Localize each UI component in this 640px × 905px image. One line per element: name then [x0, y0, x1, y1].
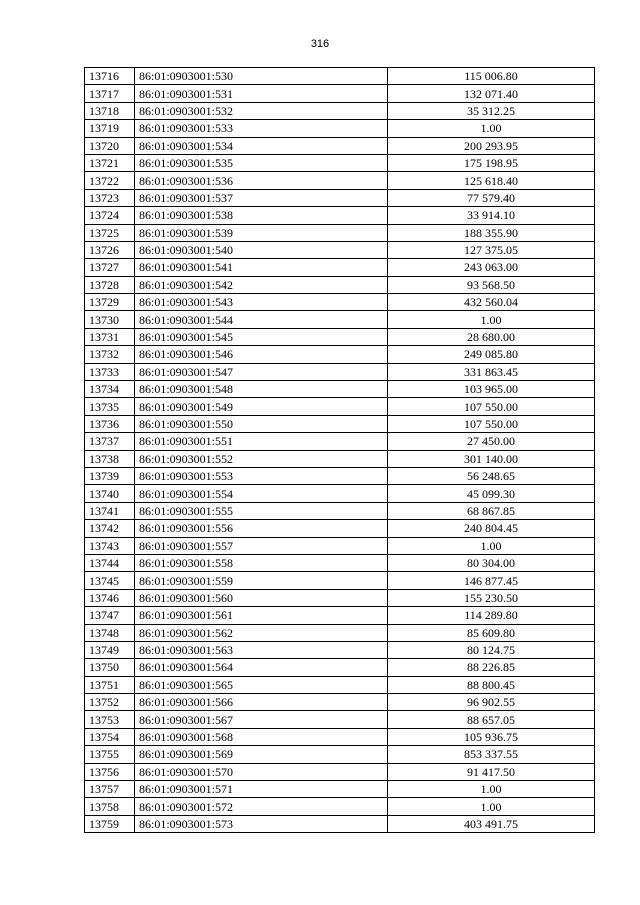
- row-number-cell: 13731: [85, 328, 135, 345]
- row-number-cell: 13751: [85, 676, 135, 693]
- table-row: [85, 450, 595, 467]
- cadastral-number-cell: 86:01:0903001:535: [135, 154, 388, 171]
- row-number-cell: 13744: [85, 554, 135, 571]
- row-number-cell: 13722: [85, 172, 135, 189]
- row-number-cell: 13758: [85, 798, 135, 815]
- value-cell: 85 609.80: [388, 624, 595, 641]
- value-cell: 77 579.40: [388, 189, 595, 206]
- row-number-cell: 13741: [85, 502, 135, 519]
- row-number-cell: 13719: [85, 120, 135, 137]
- row-number-cell: 13721: [85, 154, 135, 171]
- page-number: 316: [310, 38, 330, 50]
- cadastral-number-cell: 86:01:0903001:570: [135, 763, 388, 780]
- row-number-cell: 13753: [85, 711, 135, 728]
- registry-table: [84, 67, 595, 833]
- row-number-cell: 13755: [85, 746, 135, 763]
- row-number-cell: 13757: [85, 781, 135, 798]
- value-cell: 27 450.00: [388, 433, 595, 450]
- cadastral-number-cell: 86:01:0903001:549: [135, 398, 388, 415]
- cadastral-number-cell: 86:01:0903001:573: [135, 815, 388, 832]
- cadastral-number-cell: 86:01:0903001:564: [135, 659, 388, 676]
- cadastral-number-cell: 86:01:0903001:552: [135, 450, 388, 467]
- table-row: [85, 189, 595, 206]
- table-row: [85, 241, 595, 258]
- value-cell: 175 198.95: [388, 154, 595, 171]
- cadastral-number-cell: 86:01:0903001:555: [135, 502, 388, 519]
- value-cell: 45 099.30: [388, 485, 595, 502]
- cadastral-number-cell: 86:01:0903001:544: [135, 311, 388, 328]
- value-cell: 96 902.55: [388, 694, 595, 711]
- value-cell: 432 560.04: [388, 294, 595, 311]
- value-cell: 249 085.80: [388, 346, 595, 363]
- row-number-cell: 13748: [85, 624, 135, 641]
- row-number-cell: 13720: [85, 137, 135, 154]
- row-number-cell: 13735: [85, 398, 135, 415]
- cadastral-number-cell: 86:01:0903001:553: [135, 467, 388, 484]
- cadastral-number-cell: 86:01:0903001:554: [135, 485, 388, 502]
- value-cell: 28 680.00: [388, 328, 595, 345]
- cadastral-number-cell: 86:01:0903001:530: [135, 68, 388, 85]
- cadastral-number-cell: 86:01:0903001:566: [135, 694, 388, 711]
- cadastral-number-cell: 86:01:0903001:542: [135, 276, 388, 293]
- row-number-cell: 13743: [85, 537, 135, 554]
- cadastral-number-cell: 86:01:0903001:548: [135, 381, 388, 398]
- table-row: [85, 798, 595, 815]
- table-row: [85, 85, 595, 102]
- cadastral-number-cell: 86:01:0903001:536: [135, 172, 388, 189]
- table-row: [85, 276, 595, 293]
- cadastral-number-cell: 86:01:0903001:545: [135, 328, 388, 345]
- row-number-cell: 13740: [85, 485, 135, 502]
- row-number-cell: 13724: [85, 207, 135, 224]
- value-cell: 331 863.45: [388, 363, 595, 380]
- table-row: [85, 311, 595, 328]
- cadastral-number-cell: 86:01:0903001:547: [135, 363, 388, 380]
- table-row: [85, 398, 595, 415]
- table-row: [85, 154, 595, 171]
- table-row: [85, 68, 595, 85]
- value-cell: 68 867.85: [388, 502, 595, 519]
- row-number-cell: 13746: [85, 589, 135, 606]
- value-cell: 1.00: [388, 781, 595, 798]
- cadastral-number-cell: 86:01:0903001:562: [135, 624, 388, 641]
- value-cell: 1.00: [388, 798, 595, 815]
- table-row: [85, 381, 595, 398]
- table-row: [85, 572, 595, 589]
- row-number-cell: 13716: [85, 68, 135, 85]
- value-cell: 188 355.90: [388, 224, 595, 241]
- cadastral-number-cell: 86:01:0903001:534: [135, 137, 388, 154]
- cadastral-number-cell: 86:01:0903001:540: [135, 241, 388, 258]
- cadastral-number-cell: 86:01:0903001:565: [135, 676, 388, 693]
- row-number-cell: 13759: [85, 815, 135, 832]
- row-number-cell: 13752: [85, 694, 135, 711]
- table-row: [85, 728, 595, 745]
- value-cell: 114 289.80: [388, 607, 595, 624]
- cadastral-number-cell: 86:01:0903001:533: [135, 120, 388, 137]
- table-row: [85, 328, 595, 345]
- cadastral-number-cell: 86:01:0903001:551: [135, 433, 388, 450]
- value-cell: 127 375.05: [388, 241, 595, 258]
- row-number-cell: 13729: [85, 294, 135, 311]
- table-row: [85, 746, 595, 763]
- table-row: [85, 224, 595, 241]
- value-cell: 93 568.50: [388, 276, 595, 293]
- table-row: [85, 259, 595, 276]
- cadastral-number-cell: 86:01:0903001:567: [135, 711, 388, 728]
- row-number-cell: 13738: [85, 450, 135, 467]
- value-cell: 33 914.10: [388, 207, 595, 224]
- value-cell: 243 063.00: [388, 259, 595, 276]
- table-row: [85, 294, 595, 311]
- table-row: [85, 433, 595, 450]
- cadastral-number-cell: 86:01:0903001:546: [135, 346, 388, 363]
- value-cell: 88 800.45: [388, 676, 595, 693]
- row-number-cell: 13736: [85, 415, 135, 432]
- value-cell: 1.00: [388, 311, 595, 328]
- value-cell: 80 124.75: [388, 641, 595, 658]
- table-row: [85, 537, 595, 554]
- value-cell: 107 550.00: [388, 415, 595, 432]
- value-cell: 125 618.40: [388, 172, 595, 189]
- value-cell: 115 006.80: [388, 68, 595, 85]
- table-row: [85, 467, 595, 484]
- row-number-cell: 13739: [85, 467, 135, 484]
- cadastral-number-cell: 86:01:0903001:543: [135, 294, 388, 311]
- row-number-cell: 13723: [85, 189, 135, 206]
- row-number-cell: 13725: [85, 224, 135, 241]
- value-cell: 853 337.55: [388, 746, 595, 763]
- table-row: [85, 659, 595, 676]
- row-number-cell: 13749: [85, 641, 135, 658]
- value-cell: 132 071.40: [388, 85, 595, 102]
- value-cell: 35 312.25: [388, 102, 595, 119]
- cadastral-number-cell: 86:01:0903001:541: [135, 259, 388, 276]
- value-cell: 1.00: [388, 537, 595, 554]
- cadastral-number-cell: 86:01:0903001:561: [135, 607, 388, 624]
- registry-table-body: [85, 68, 595, 833]
- table-row: [85, 641, 595, 658]
- row-number-cell: 13717: [85, 85, 135, 102]
- cadastral-number-cell: 86:01:0903001:532: [135, 102, 388, 119]
- value-cell: 103 965.00: [388, 381, 595, 398]
- row-number-cell: 13747: [85, 607, 135, 624]
- cadastral-number-cell: 86:01:0903001:531: [135, 85, 388, 102]
- table-row: [85, 502, 595, 519]
- row-number-cell: 13745: [85, 572, 135, 589]
- value-cell: 146 877.45: [388, 572, 595, 589]
- table-row: [85, 815, 595, 832]
- cadastral-number-cell: 86:01:0903001:559: [135, 572, 388, 589]
- table-row: [85, 346, 595, 363]
- value-cell: 200 293.95: [388, 137, 595, 154]
- value-cell: 155 230.50: [388, 589, 595, 606]
- cadastral-number-cell: 86:01:0903001:538: [135, 207, 388, 224]
- cadastral-number-cell: 86:01:0903001:563: [135, 641, 388, 658]
- row-number-cell: 13718: [85, 102, 135, 119]
- table-row: [85, 520, 595, 537]
- table-row: [85, 554, 595, 571]
- cadastral-number-cell: 86:01:0903001:560: [135, 589, 388, 606]
- table-row: [85, 781, 595, 798]
- table-row: [85, 207, 595, 224]
- cadastral-number-cell: 86:01:0903001:537: [135, 189, 388, 206]
- cadastral-number-cell: 86:01:0903001:568: [135, 728, 388, 745]
- value-cell: 301 140.00: [388, 450, 595, 467]
- cadastral-number-cell: 86:01:0903001:558: [135, 554, 388, 571]
- table-row: [85, 172, 595, 189]
- row-number-cell: 13727: [85, 259, 135, 276]
- row-number-cell: 13756: [85, 763, 135, 780]
- table-row: [85, 607, 595, 624]
- value-cell: 240 804.45: [388, 520, 595, 537]
- value-cell: 56 248.65: [388, 467, 595, 484]
- table-row: [85, 763, 595, 780]
- cadastral-number-cell: 86:01:0903001:556: [135, 520, 388, 537]
- value-cell: 1.00: [388, 120, 595, 137]
- row-number-cell: 13750: [85, 659, 135, 676]
- cadastral-number-cell: 86:01:0903001:539: [135, 224, 388, 241]
- table-row: [85, 137, 595, 154]
- row-number-cell: 13733: [85, 363, 135, 380]
- value-cell: 107 550.00: [388, 398, 595, 415]
- table-row: [85, 676, 595, 693]
- table-row: [85, 711, 595, 728]
- cadastral-number-cell: 86:01:0903001:571: [135, 781, 388, 798]
- cadastral-number-cell: 86:01:0903001:557: [135, 537, 388, 554]
- row-number-cell: 13732: [85, 346, 135, 363]
- value-cell: 80 304.00: [388, 554, 595, 571]
- row-number-cell: 13754: [85, 728, 135, 745]
- table-row: [85, 102, 595, 119]
- value-cell: 88 657.05: [388, 711, 595, 728]
- value-cell: 88 226.85: [388, 659, 595, 676]
- table-row: [85, 589, 595, 606]
- row-number-cell: 13726: [85, 241, 135, 258]
- value-cell: 91 417.50: [388, 763, 595, 780]
- cadastral-number-cell: 86:01:0903001:572: [135, 798, 388, 815]
- value-cell: 403 491.75: [388, 815, 595, 832]
- table-row: [85, 363, 595, 380]
- row-number-cell: 13737: [85, 433, 135, 450]
- table-row: [85, 485, 595, 502]
- table-row: [85, 694, 595, 711]
- table-row: [85, 120, 595, 137]
- table-row: [85, 415, 595, 432]
- row-number-cell: 13734: [85, 381, 135, 398]
- row-number-cell: 13728: [85, 276, 135, 293]
- value-cell: 105 936.75: [388, 728, 595, 745]
- table-row: [85, 624, 595, 641]
- cadastral-number-cell: 86:01:0903001:550: [135, 415, 388, 432]
- row-number-cell: 13742: [85, 520, 135, 537]
- cadastral-number-cell: 86:01:0903001:569: [135, 746, 388, 763]
- row-number-cell: 13730: [85, 311, 135, 328]
